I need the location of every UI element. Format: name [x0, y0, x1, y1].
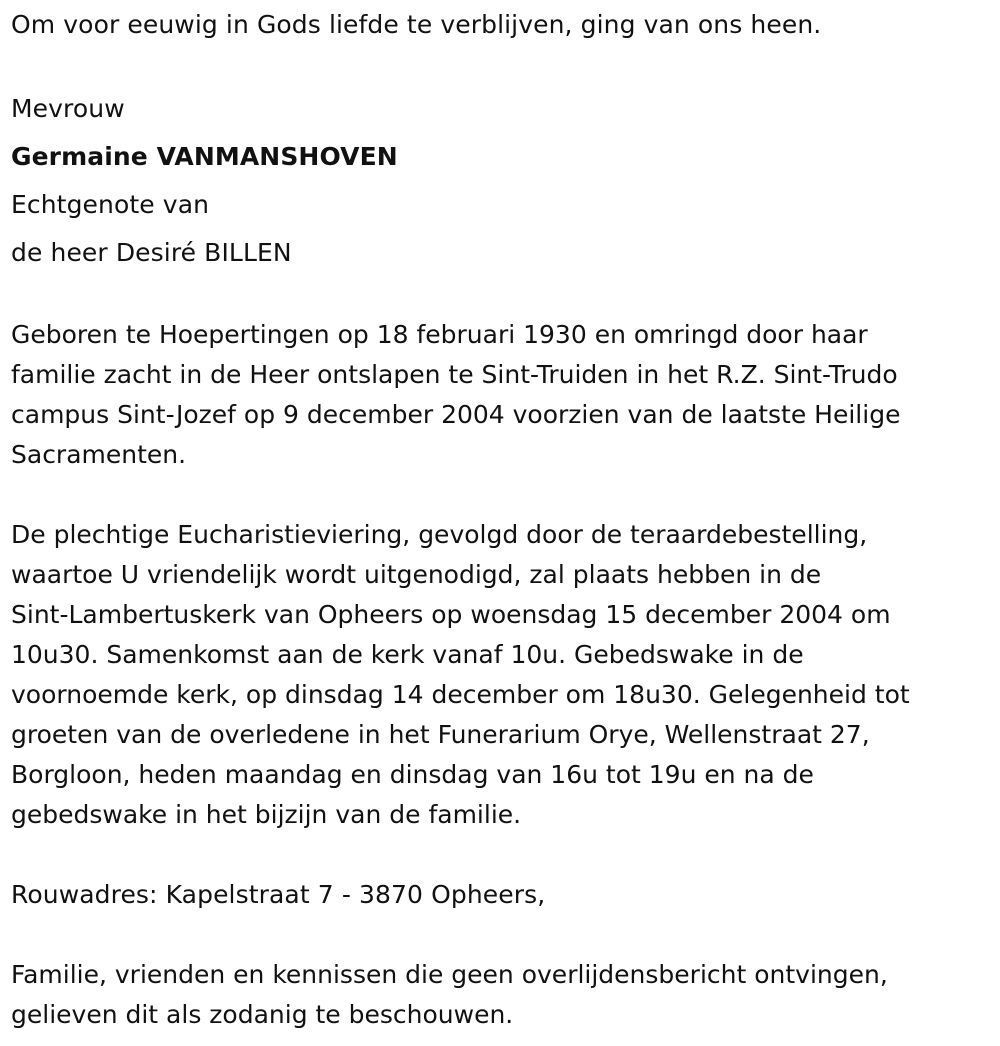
service-paragraph-line: De plechtige Eucharistieviering, gevolgd door de teraardebestelling, [11, 520, 868, 549]
birth-paragraph-line: campus Sint-Jozef op 9 december 2004 voorzien van de laatste Heilige [11, 400, 901, 429]
birth-paragraph [11, 315, 971, 475]
relation-label: Echtgenote van [11, 190, 210, 219]
closing-paragraph-line: gelieven dit als zodanig te beschouwen. [11, 1000, 514, 1029]
service-paragraph-line: Sint-Lambertuskerk van Opheers op woensdag 15 december 2004 om [11, 600, 891, 629]
spouse-name: de heer Desiré BILLEN [11, 238, 292, 267]
birth-paragraph-line: Sacramenten. [11, 440, 187, 469]
service-paragraph-line: gebedswake in het bijzijn van de familie. [11, 800, 522, 829]
birth-paragraph-line: familie zacht in de Heer ontslapen te Sint-Truiden in het R.Z. Sint-Trudo [11, 360, 898, 389]
service-paragraph-line: waartoe U vriendelijk wordt uitgenodigd, zal plaats hebben in de [11, 560, 822, 589]
birth-paragraph-line: Geboren te Hoepertingen op 18 februari 1930 en omringd door haar [11, 320, 868, 349]
service-paragraph-line: voornoemde kerk, op dinsdag 14 december om 18u30. Gelegenheid tot [11, 680, 910, 709]
intro-line: Om voor eeuwig in Gods liefde te verblijven, ging van ons heen. [11, 10, 822, 39]
service-paragraph-line: Borgloon, heden maandag en dinsdag van 16u tot 19u en na de [11, 760, 814, 789]
service-paragraph-line: 10u30. Samenkomst aan de kerk vanaf 10u. Gebedswake in de [11, 640, 804, 669]
closing-paragraph [11, 955, 971, 1035]
closing-paragraph-line: Familie, vrienden en kennissen die geen overlijdensbericht ontvingen, [11, 960, 888, 989]
service-paragraph-line: groeten van de overledene in het Funerarium Orye, Wellenstraat 27, [11, 720, 870, 749]
deceased-name: Germaine VANMANSHOVEN [11, 142, 398, 171]
service-paragraph [11, 515, 971, 835]
salutation: Mevrouw [11, 94, 125, 123]
mourning-address: Rouwadres: Kapelstraat 7 - 3870 Opheers, [11, 880, 546, 909]
